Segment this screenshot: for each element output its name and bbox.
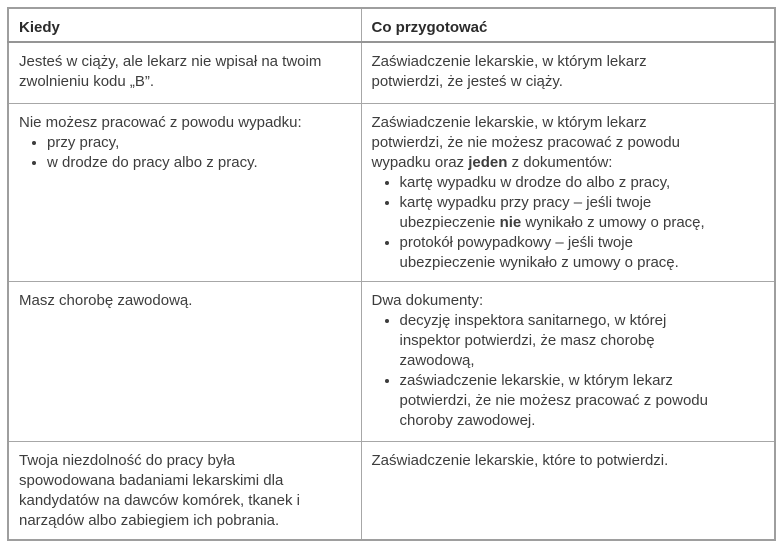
cell-kiedy [8,281,361,441]
header-kiedy: Kiedy [8,8,361,42]
paragraph [19,52,329,92]
text: zaświadczenie lekarskie, w którym lekarz potwierdzi, że nie możesz pracować z powodu choroby zawodowej. [399,371,708,429]
text: Jesteś w ciąży, ale lekarz nie wpisał na twoim zwolnieniu kodu „B”. [19,53,322,90]
text: z dokumentów: [507,153,613,171]
cell-co-przygotowac [361,42,775,103]
cell-kiedy [8,103,361,281]
document-page [7,7,776,541]
bullet-item [400,371,720,431]
table-header [8,8,775,42]
text: Twoja niezdolność do pracy była spowodowana badaniami lekarskimi dla kandydatów na dawców komórek, tkanek i narządów albo zabiegiem ich pobrania. [19,451,300,529]
bold-text: jeden [468,153,508,171]
text: decyzję inspektora sanitarnego, w której inspektor potwierdzi, że masz chorobę zawodową, [399,311,667,369]
text: przy pracy, [47,133,120,151]
bullet-list [19,133,329,173]
text: protokół powypadkowy – jeśli twoje ubezpieczenie wynikało z umowy o pracę. [399,233,679,271]
bullet-list [372,173,720,273]
cell-kiedy [8,42,361,103]
text: w drodze do pracy albo z pracy. [47,153,258,171]
cell-co-przygotowac [361,103,775,281]
bullet-item [400,173,720,193]
table-row [8,42,775,103]
text: Zaświadczenie lekarskie, w którym lekarz potwierdzi, że nie możesz pracować z powodu wypadku oraz [371,113,680,171]
table-row [8,441,775,540]
table-row [8,281,775,441]
paragraph [19,291,329,311]
table-row [8,103,775,281]
text: Nie możesz pracować z powodu wypadku: [19,113,302,131]
text: wynikało z umowy o pracę, [521,213,705,231]
bullet-item [400,311,720,371]
cell-co-przygotowac [361,281,775,441]
text: Masz chorobę zawodową. [19,291,193,309]
text: Zaświadczenie lekarskie, w którym lekarz potwierdzi, że jesteś w ciąży. [371,53,647,90]
text: Zaświadczenie lekarskie, które to potwierdzi. [371,451,669,469]
text: kartę wypadku w drodze do albo z pracy, [399,173,671,191]
paragraph [19,451,329,531]
paragraph [372,52,720,92]
bullet-item [47,153,329,173]
header-row [8,8,775,42]
paragraph [19,113,329,133]
paragraph [372,451,720,471]
cell-co-przygotowac [361,441,775,540]
paragraph [372,113,720,173]
text: kartę wypadku przy pracy – jeśli twoje ubezpieczenie [399,193,652,231]
bold-text: nie [499,213,522,231]
bullet-item [47,133,329,153]
text: Dwa dokumenty: [371,291,484,309]
table-body [8,42,775,540]
paragraph [372,291,720,311]
bullet-item [400,193,720,233]
cell-kiedy [8,441,361,540]
bullet-item [400,233,720,273]
header-co-przygotowac: Co przygotować [361,8,775,42]
bullet-list [372,311,720,431]
requirements-table [7,7,776,541]
